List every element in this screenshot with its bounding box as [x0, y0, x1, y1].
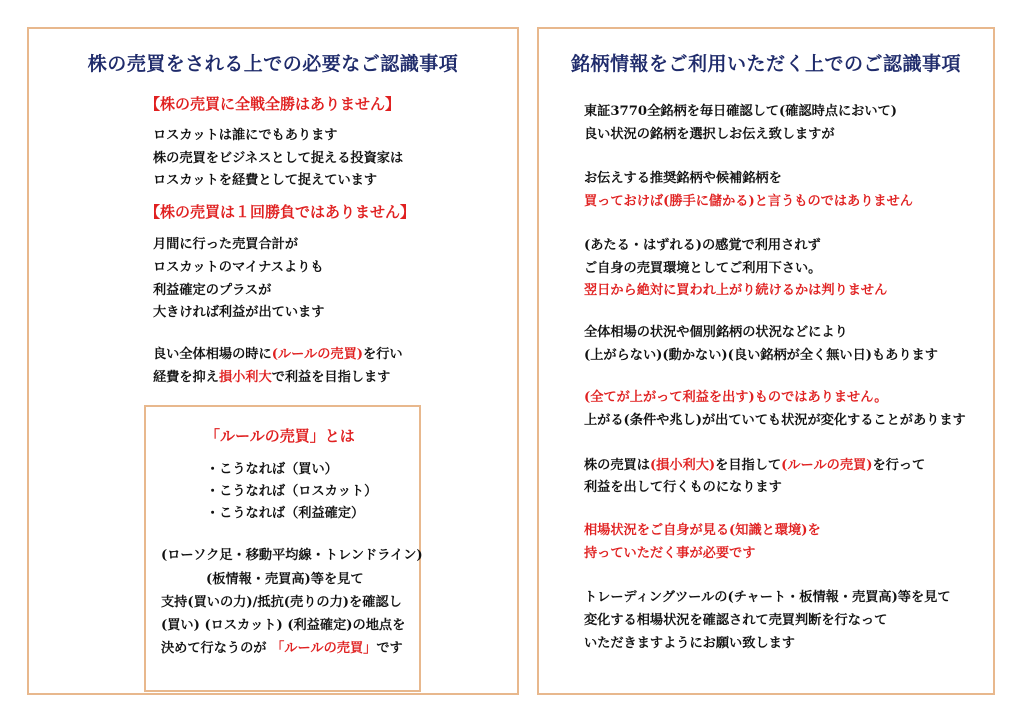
heading-no-perfect-win: 【株の売買に全戦全勝はありません】	[145, 95, 401, 113]
bullet-item: ・こうなれば（ロスカット）	[206, 484, 378, 499]
text-segment: 経費を抑え	[153, 370, 219, 385]
text-line: (買い) (ロスカット) (利益確定)の地点を	[161, 618, 406, 633]
text-line: (上がらない)(動かない)(良い銘柄が全く無い日)もあります	[584, 348, 938, 363]
text-segment: 良い全体相場の時に	[153, 347, 272, 362]
text-line: ロスカットは誰にでもあります	[153, 128, 338, 143]
bullet-item: ・こうなれば（利益確定）	[206, 506, 365, 521]
text-segment: で利益を目指します	[271, 370, 391, 385]
text-line: ロスカットを経費として捉えています	[153, 173, 378, 188]
text-segment: を行い	[363, 347, 403, 362]
text-line	[153, 371, 390, 384]
text-line: トレーディングツールの(チャート・板情報・売買高)等を見て	[584, 590, 951, 605]
text-segment: を目指して	[715, 458, 782, 473]
text-segment: 株の売買は	[584, 458, 650, 473]
heading-not-one-shot: 【株の売買は１回勝負ではありません】	[145, 203, 416, 221]
text-line: (あたる・はずれる)の感覚で利用されず	[584, 238, 821, 253]
text-line: 株の売買をビジネスとして捉える投資家は	[153, 151, 404, 166]
right-panel	[537, 27, 995, 695]
text-line: 上がる(条件や兆し)が出ていても状況が変化することがあります	[584, 413, 966, 428]
text-segment: 決めて行なうのが	[161, 641, 267, 656]
text-line	[584, 459, 925, 472]
rule-trading-highlight: 「ルールの売買」	[271, 641, 377, 656]
rule-trading-box-title: 「ルールの売買」とは	[205, 427, 355, 445]
small-loss-big-profit-highlight: 損小利大	[218, 370, 272, 385]
text-line: いただきますようにお願い致します	[584, 636, 795, 651]
text-line	[161, 642, 403, 655]
text-line: (ローソク足・移動平均線・トレンドライン)	[161, 548, 423, 563]
text-line	[153, 348, 403, 361]
text-line: 全体相場の状況や個別銘柄の状況などにより	[584, 325, 848, 340]
text-line: 月間に行った売買合計が	[153, 237, 299, 252]
text-line: ご自身の売買環境としてご利用下さい。	[584, 261, 822, 276]
right-title: 銘柄情報をご利用いただく上でのご認識事項	[570, 53, 961, 75]
warning-line: 翌日から絶対に買われ上がり続けるかは判りません	[584, 283, 888, 298]
text-segment: です	[376, 641, 403, 656]
left-panel	[27, 27, 519, 695]
text-line: 大きければ利益が出ています	[153, 305, 325, 320]
text-line: 良い状況の銘柄を選択しお伝え致しますが	[584, 127, 835, 142]
rule-trading-box	[144, 405, 421, 692]
text-line: 利益確定のプラスが	[153, 283, 272, 298]
warning-line: 買っておけば(勝手に儲かる)と言うものではありません	[584, 194, 913, 209]
small-loss-big-profit-highlight: (損小利大)	[649, 458, 716, 473]
left-title: 株の売買をされる上での必要なご認識事項	[87, 53, 459, 75]
text-line: 利益を出して行くものになります	[584, 480, 782, 495]
text-line: ロスカットのマイナスよりも	[153, 260, 324, 275]
text-line: 支持(買いの力)/抵抗(売りの力)を確認し	[161, 595, 402, 610]
bullet-item: ・こうなれば（買い）	[206, 462, 338, 477]
text-line: 東証3770全銘柄を毎日確認して(確認時点において)	[584, 104, 897, 119]
text-segment: を行って	[872, 458, 926, 473]
warning-line: 持っていただく事が必要です	[584, 546, 756, 561]
text-line: (板情報・売買高)等を見て	[206, 572, 364, 587]
rule-trading-highlight: (ルールの売買)	[271, 347, 364, 362]
warning-line: (全てが上がって利益を出す)ものではありません。	[584, 390, 888, 405]
text-line: お伝えする推奨銘柄や候補銘柄を	[584, 171, 782, 186]
rule-trading-highlight: (ルールの売買)	[781, 458, 873, 473]
warning-line: 相場状況をご自身が見る(知識と環境)を	[584, 523, 821, 538]
text-line: 変化する相場状況を確認されて売買判断を行なって	[584, 613, 888, 628]
